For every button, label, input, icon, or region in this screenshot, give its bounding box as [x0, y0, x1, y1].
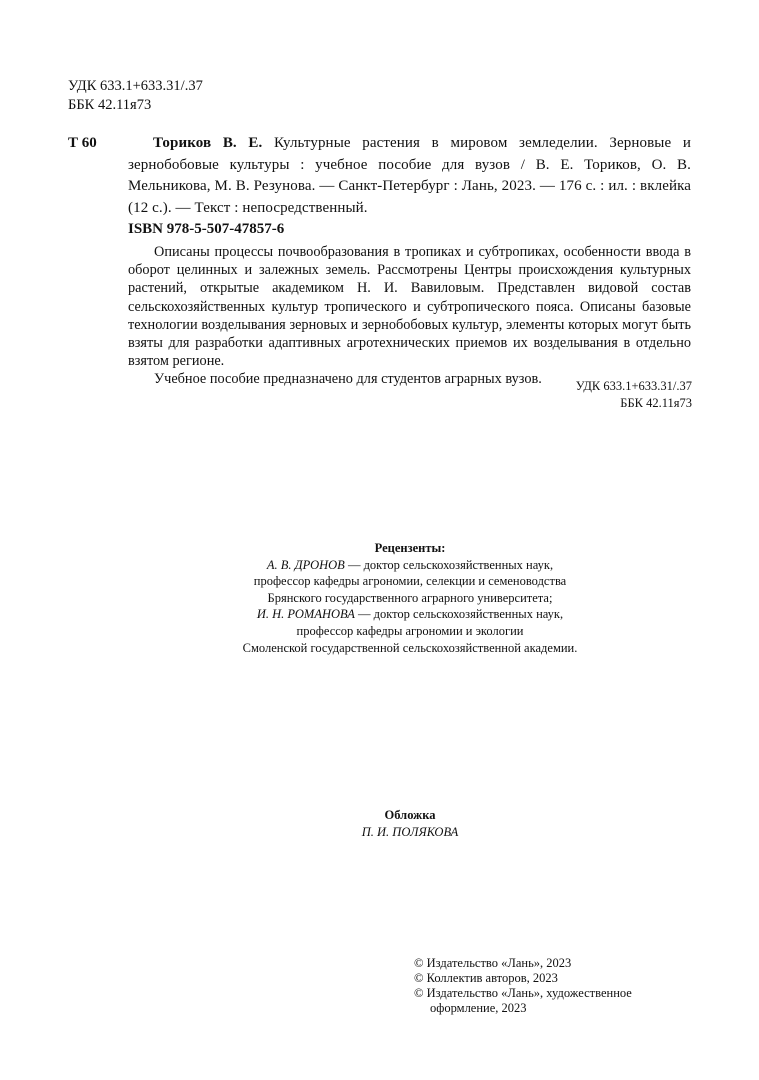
- copyright-line: © Издательство «Лань», художественное: [414, 986, 632, 1000]
- reviewer-name: И. Н. РОМАНОВА: [256, 607, 355, 622]
- bibliographic-record: [128, 133, 691, 219]
- reviewer-institution: Брянского государственного аграрного университета;: [267, 590, 553, 605]
- annotation: [128, 243, 691, 389]
- copyright-line: оформление, 2023: [430, 1001, 527, 1015]
- bbk-code: ББК 42.11я73: [68, 97, 152, 113]
- annotation-paragraph: Описаны процессы почвообразования в тропиках и субтропиках, особенности ввода в оборот целинных и залежных земель. Рассмотрены Центры происхождения культурных растений, открытые академиком Н. И. Вавиловым. Представлен видовой состав сельскохозяйственных культур тропического и субтропического пояса. Описаны базовые технологии возделывания зерновых и зернобобовых культур, элементы которых могут быть взяты для разработки адаптивных агротехнических приемов их возделывания в отдельно взятом регионе.: [128, 244, 691, 370]
- udk-bbk-header: [68, 77, 203, 115]
- copyright-line: © Коллектив авторов, 2023: [414, 971, 558, 985]
- udk-code: УДК 633.1+633.31/.37: [68, 78, 203, 94]
- reviewer-title: — доктор сельскохозяйственных наук,: [344, 557, 554, 572]
- reviewer-entry: [150, 557, 670, 574]
- copyright-line: © Издательство «Лань», 2023: [414, 956, 572, 970]
- cover-credit: [200, 807, 620, 841]
- reviewer-institution: Смоленской государственной сельскохозяйственной академии.: [242, 640, 578, 655]
- reviewer-title: — доктор сельскохозяйственных наук,: [354, 607, 564, 622]
- author-name: Ториков В. Е.: [153, 135, 263, 151]
- reviewers-block: [150, 540, 670, 656]
- reviewer-entry: [150, 606, 670, 623]
- cover-designer: П. И. ПОЛЯКОВА: [361, 825, 459, 839]
- bibliographic-description: Культурные растения в мировом земледелии. Зерновые и зернобобовые культуры : учебное пособие для вузов / В. Е. Ториков, О. В. Мельникова, М. В. Резунова. — Санкт-Петербург : Лань, 2023. — 176 с. : ил. : вклейка (12 с.). — Текст : непосредственный.: [128, 135, 691, 216]
- reviewer-position: профессор кафедры агрономии, селекции и семеноводства: [253, 574, 567, 589]
- udk-code: УДК 633.1+633.31/.37: [575, 379, 692, 393]
- reviewer-name: А. В. ДРОНОВ: [266, 557, 345, 572]
- author-mark: Т 60: [68, 135, 97, 151]
- isbn: ISBN 978-5-507-47857-6: [128, 221, 285, 237]
- reviewer-position: профессор кафедры агрономии и экологии: [296, 623, 524, 638]
- cover-heading: Обложка: [384, 808, 436, 822]
- reviewers-heading: Рецензенты:: [374, 541, 446, 555]
- annotation-paragraph: Учебное пособие предназначено для студентов аграрных вузов.: [154, 371, 542, 388]
- udk-bbk-footer: [560, 378, 692, 412]
- copyright-block: [414, 956, 694, 1016]
- bbk-code: ББК 42.11я73: [620, 396, 692, 410]
